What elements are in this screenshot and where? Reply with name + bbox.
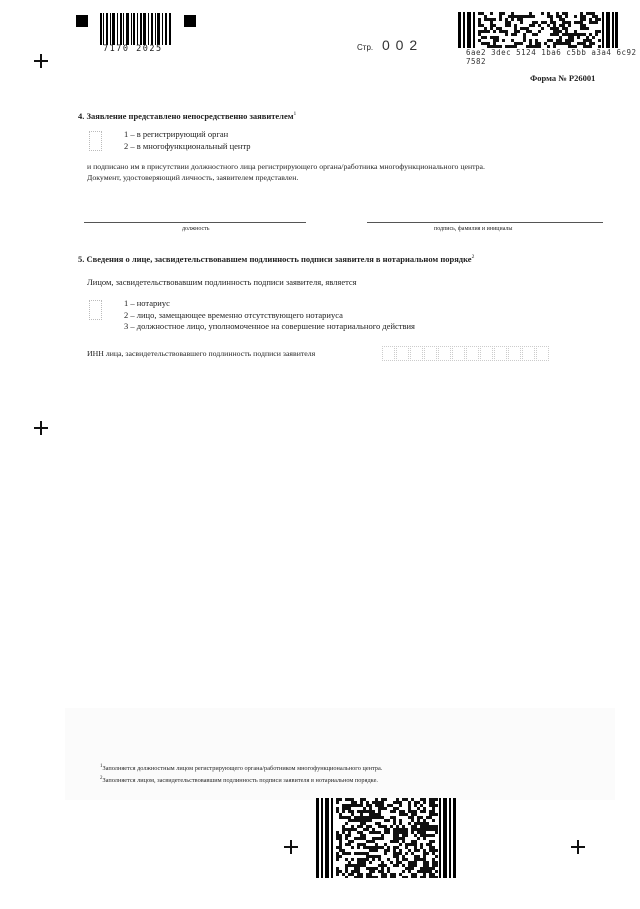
crosshair-mark-top bbox=[34, 54, 48, 68]
section5-checkbox[interactable] bbox=[89, 300, 102, 320]
form-title: Форма № Р26001 bbox=[530, 73, 596, 83]
section4-option-1: 1 – в регистрирующий орган bbox=[124, 129, 229, 139]
section5-title bbox=[78, 254, 474, 264]
section4-title-text: 4. Заявление представлено непосредственно заявителем bbox=[78, 111, 294, 121]
section5-option-2: 2 – лицо, замещающее временно отсутствующего нотариуса bbox=[124, 310, 343, 320]
footnote-2-mark: 2 bbox=[100, 776, 103, 781]
section4-option-2: 2 – в многофункциональный центр bbox=[124, 141, 251, 151]
section5-intro: Лицом, засвидетельствовавшим подлинность подписи заявителя, является bbox=[87, 277, 357, 287]
section5-footnote-mark: 2 bbox=[471, 254, 475, 261]
footnote-1-mark: 1 bbox=[100, 764, 103, 769]
section5-title-text: 5. Сведения о лице, засвидетельствовавшем подлинность подписи заявителя в нотариальном порядке bbox=[78, 254, 472, 264]
page-label: Стр. bbox=[357, 43, 374, 52]
crosshair-mark-bottom-right bbox=[571, 840, 585, 854]
anchor-square-top-left bbox=[76, 15, 88, 27]
name-signature-line[interactable] bbox=[367, 222, 603, 223]
section4-title bbox=[78, 111, 296, 121]
crosshair-mark-bottom-left bbox=[284, 840, 298, 854]
footnote-1-text: Заполняется должностным лицом регистрирующего органа/работником многофункционального центра. bbox=[102, 765, 383, 773]
section4-checkbox[interactable] bbox=[89, 131, 102, 151]
footnote-2-text: Заполняется лицом, засвидетельствовавшим подлинность подписи заявителя в нотариальном порядке. bbox=[102, 777, 378, 785]
footer-area bbox=[65, 708, 615, 800]
section4-paragraph-line1: и подписано им в присутствии должностного лица регистрирующего органа/работника многофункционального центра. bbox=[87, 162, 485, 171]
crosshair-mark-middle bbox=[34, 421, 48, 435]
section4-footnote-mark: 1 bbox=[293, 111, 297, 118]
inn-label: ИНН лица, засвидетельствовавшего подлинность подписи заявителя bbox=[87, 349, 316, 358]
qr-code-hex: 6ae2 3dec 5124 1ba6 c5bb a3a4 6c92 7582 bbox=[466, 48, 637, 66]
section5-option-3: 3 – должностное лицо, уполномоченное на совершение нотариального действия bbox=[124, 321, 415, 331]
footnote-1 bbox=[100, 764, 382, 772]
section5-option-1: 1 – нотариус bbox=[124, 298, 170, 308]
anchor-square-top-right bbox=[184, 15, 196, 27]
position-signature-line[interactable] bbox=[84, 222, 306, 223]
section4-paragraph-line2: Документ, удостоверяющий личность, заявителем представлен. bbox=[87, 173, 299, 182]
qr-code-bottom bbox=[316, 798, 456, 878]
footnote-2 bbox=[100, 776, 378, 784]
position-label: должность bbox=[182, 226, 210, 232]
inn-input[interactable] bbox=[382, 346, 550, 366]
barcode-number: 7170 2025 bbox=[103, 44, 163, 54]
linear-barcode bbox=[100, 13, 172, 45]
page-number: 0 0 2 bbox=[382, 37, 419, 53]
qr-code-top bbox=[458, 12, 618, 48]
signature-name-label: подпись, фамилия и инициалы bbox=[434, 226, 513, 232]
